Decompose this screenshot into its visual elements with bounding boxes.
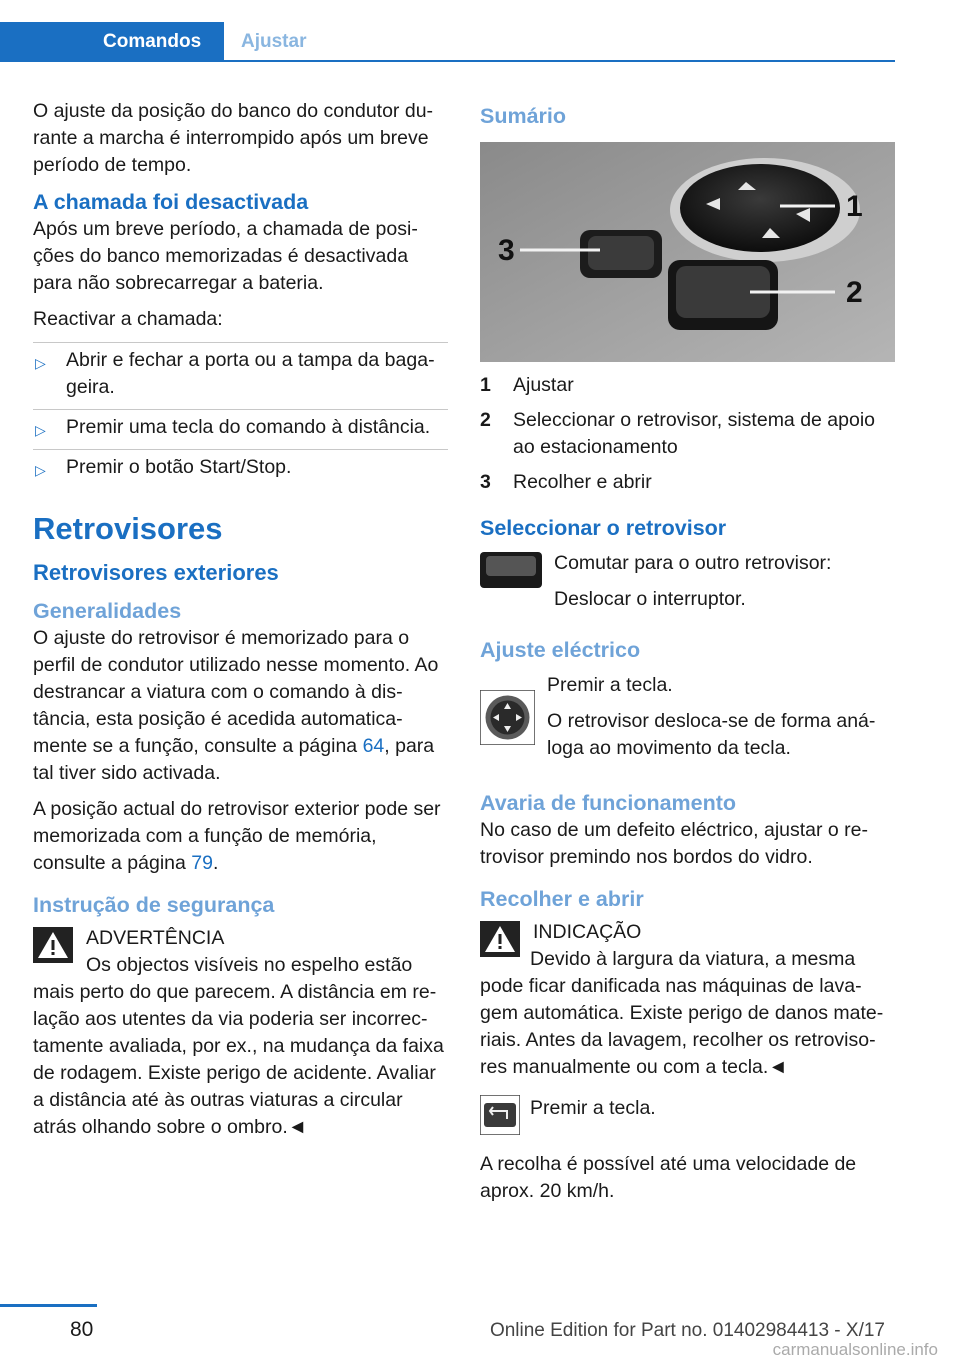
heading-select-mirror: Seleccionar o retrovisor: [480, 516, 727, 540]
heading-retrovisores: Retrovisores: [33, 511, 223, 546]
item-number: 3: [480, 471, 491, 493]
reactivate-list: [33, 342, 448, 481]
page-link-64[interactable]: 64: [362, 735, 385, 757]
paragraph-mirror-memory: [33, 625, 448, 787]
select-mirror-text: [554, 550, 831, 622]
paragraph-call-deactivated: Após um breve período, a chamada de posi-ções do banco memorizadas é desactivada para não sobrecarregar a bateria.: [33, 218, 418, 294]
mirror-selector-switch-icon: [480, 550, 542, 590]
text: O ajuste do retrovisor é memorizado para o perfil de condutor utilizado nesse momento. Ao destrancar a viatura com o comando à dis-tância, esta posição é acedida automatica-mente se a função, consulte a página: [33, 627, 439, 757]
list-item: [33, 409, 448, 441]
list-item-text: Abrir e fechar a porta ou a tampa da baga-geira.: [66, 349, 435, 398]
fold-button-icon: [480, 1095, 520, 1135]
item-number: 1: [480, 374, 491, 396]
list-item: [480, 372, 895, 399]
fault-text: No caso de um defeito eléctrico, ajustar o re-trovisor premindo nos bordos do vidro.: [480, 819, 869, 868]
tab-underline: [224, 60, 895, 62]
list-item-text: Premir o botão Start/Stop.: [66, 456, 292, 478]
paragraph-mirror-current: [33, 796, 448, 877]
edition-text: Online Edition for Part no. 01402984413 - X/17: [489, 1320, 885, 1341]
item-text: Ajustar: [513, 374, 574, 396]
footer-line: [0, 1304, 97, 1307]
triangle-bullet-icon: ▷: [35, 462, 46, 478]
tab-ajustar[interactable]: Ajustar: [241, 31, 307, 52]
fold-press-text: Premir a tecla.: [530, 1097, 656, 1119]
heading-summary: Sumário: [480, 104, 567, 128]
item-text: Recolher e abrir: [513, 471, 652, 493]
text: .: [213, 852, 219, 874]
mirror-controls-figure: [480, 142, 895, 362]
page-number: 80: [70, 1318, 94, 1341]
heading-call-deactivated: A chamada foi desactivada: [33, 190, 309, 214]
heading-safety: Instrução de segurança: [33, 893, 275, 917]
item-text: Seleccionar o retrovisor, sistema de apoio ao estacionamento: [513, 409, 876, 458]
header-tabs: [0, 22, 895, 62]
right-column: [480, 98, 895, 1214]
left-column: [33, 98, 448, 1150]
warning-block: [33, 925, 448, 952]
page-link-79[interactable]: 79: [191, 852, 213, 874]
text: , para tal tiver sido activada.: [33, 735, 435, 784]
item-number: 2: [480, 409, 491, 431]
list-item: [33, 342, 448, 401]
fold-press-row: [480, 1095, 895, 1135]
tab-comandos[interactable]: Comandos: [0, 22, 224, 62]
heading-fault: Avaria de funcionamento: [480, 791, 737, 815]
list-item: [480, 469, 895, 496]
note-title: INDICAÇÃO: [533, 921, 642, 943]
warning-icon: [33, 927, 73, 963]
list-item: [480, 407, 895, 461]
text: A posição actual do retrovisor exterior pode ser memorizada com a função de memória, consulte a página: [33, 798, 441, 874]
heading-exterior-mirrors: Retrovisores exteriores: [33, 560, 279, 585]
note-block: [480, 919, 895, 946]
triangle-bullet-icon: ▷: [35, 422, 46, 438]
paragraph-seat-adjust: O ajuste da posição do banco do condutor du-rante a marcha é interrompido após um breve período de tempo.: [33, 100, 434, 176]
text: O retrovisor desloca-se de forma aná-loga ao movimento da tecla.: [547, 710, 876, 759]
figure-label-3: 3: [498, 234, 515, 267]
triangle-bullet-icon: ▷: [35, 355, 46, 371]
text: Premir a tecla.: [547, 674, 673, 696]
warning-icon: [480, 921, 520, 957]
figure-label-1: 1: [846, 190, 863, 223]
note-text: Devido à largura da viatura, a mesma pode ficar danificada nas máquinas de lava-gem automática. Existe perigo de danos mate-riais. Antes da lavagem, recolher os retroviso-res manualmente ou com a tecla.◄: [480, 948, 884, 1078]
adjust-knob-icon: [480, 690, 535, 745]
heading-general: Generalidades: [33, 599, 182, 623]
heading-electric: Ajuste eléctrico: [480, 638, 641, 662]
numbered-list: [480, 372, 895, 496]
paragraph-reactivate: Reactivar a chamada:: [33, 308, 223, 330]
warning-title: ADVERTÊNCIA: [86, 927, 225, 949]
heading-fold: Recolher e abrir: [480, 887, 644, 911]
list-item-text: Premir uma tecla do comando à distância.: [66, 416, 431, 438]
figure-label-2: 2: [846, 276, 863, 309]
list-item: [33, 449, 448, 481]
watermark: carmanualsonline.info: [772, 1340, 938, 1359]
electric-text: [547, 672, 895, 771]
warning-text: Os objectos visíveis no espelho estão mais perto do que parecem. A distância em re-lação aos utentes da via poderia ser incorrec-tamente avaliada, por ex., na mudança da faixa de rodagem. Existe perigo de acidente. Avaliar a distância até às outras viaturas a circular atrás olhando sobre o ombro.◄: [33, 954, 444, 1138]
fold-speed-text: A recolha é possível até uma velocidade de aprox. 20 km/h.: [480, 1153, 857, 1202]
select-mirror-row: [480, 550, 895, 622]
electric-row: [480, 672, 895, 771]
text: Comutar para o outro retrovisor:: [554, 552, 832, 574]
text: Deslocar o interruptor.: [554, 588, 746, 610]
